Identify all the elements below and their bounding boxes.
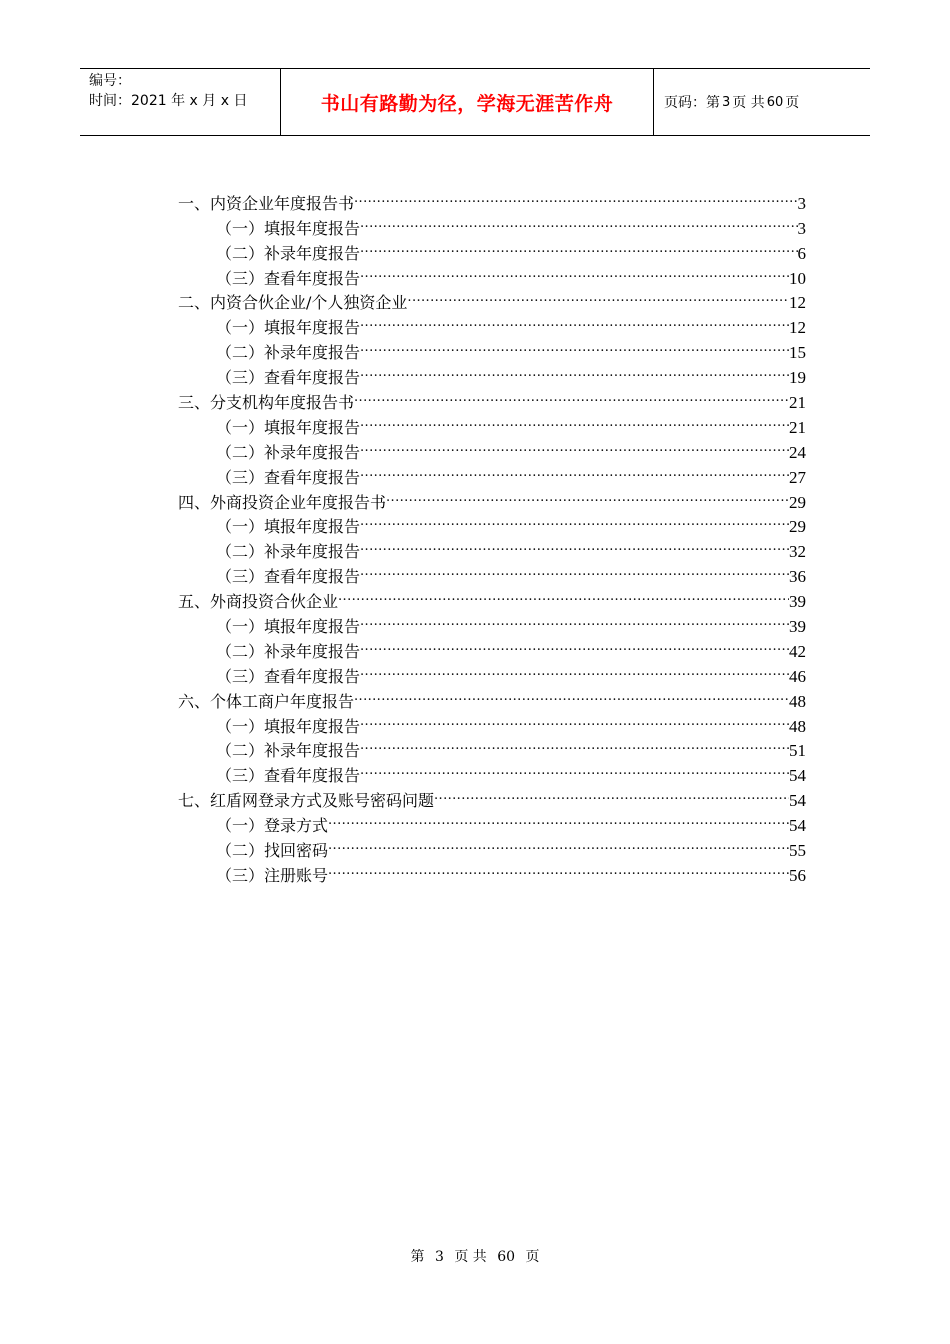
toc-dot-leader (360, 557, 789, 582)
toc-entry-page: 54 (789, 816, 806, 836)
toc-dot-leader (360, 408, 789, 433)
header-page-suffix: 页 (785, 95, 800, 111)
toc-entry-title: （二）补录年度报告 (216, 442, 361, 462)
toc-entry-page: 36 (789, 567, 806, 587)
footer-suffix: 页 (525, 1249, 540, 1265)
toc-dot-leader (407, 284, 789, 309)
toc-dot-leader (386, 483, 789, 508)
toc-entry-title: （一）填报年度报告 (216, 617, 361, 637)
toc-entry-title: （二）补录年度报告 (216, 641, 361, 661)
toc-dot-leader (338, 582, 789, 607)
toc-dot-leader (360, 657, 789, 682)
toc-entry-page: 32 (789, 542, 806, 562)
toc-dot-leader (360, 234, 797, 259)
toc-entry-page: 3 (797, 193, 806, 213)
toc-entry-title: （二）补录年度报告 (216, 542, 361, 562)
toc-entry-title: 五、外商投资合伙企业 (178, 592, 339, 612)
toc-dot-leader (360, 632, 789, 657)
toc-entry-title: （一）填报年度报告 (216, 517, 361, 537)
toc-entry-title: （一）填报年度报告 (216, 716, 361, 736)
toc-dot-leader (360, 707, 789, 732)
toc-dot-leader (328, 856, 789, 881)
toc-dot-leader (360, 607, 789, 632)
toc-entry-page: 24 (789, 442, 806, 462)
header-page-mid: 页 共 (732, 95, 765, 111)
toc-entry-title: （三）查看年度报告 (216, 567, 361, 587)
toc-dot-leader (354, 383, 789, 408)
toc-dot-leader (360, 209, 797, 234)
serial-label: 编号： (89, 73, 131, 89)
toc-dot-leader (434, 781, 789, 806)
toc-dot-leader (354, 682, 789, 707)
footer-prefix: 第 (410, 1249, 425, 1265)
toc-entry-page: 39 (789, 592, 806, 612)
footer-page-total: 60 (497, 1249, 516, 1265)
toc-entry-page: 56 (789, 865, 806, 885)
toc-entry-title: 一、内资企业年度报告书 (178, 193, 355, 213)
toc-entry-title: 二、内资合伙企业/个人独资企业 (178, 293, 408, 313)
toc-dot-leader (360, 308, 789, 333)
toc-entry-page: 15 (789, 343, 806, 363)
toc-entry-title: （二）找回密码 (216, 841, 329, 861)
toc-dot-leader (360, 732, 789, 757)
toc-entry-title: （三）查看年度报告 (216, 766, 361, 786)
footer-mid: 页 共 (454, 1249, 487, 1265)
page-footer (0, 1246, 950, 1266)
time-label: 时间：2021 年 x 月 x 日 (89, 93, 248, 109)
toc-entry-page: 51 (789, 741, 806, 761)
page-header (80, 68, 870, 136)
toc-entry-title: （三）查看年度报告 (216, 666, 361, 686)
toc-entry-title: 七、红盾网登录方式及账号密码问题 (178, 791, 435, 811)
toc-entry-page: 21 (789, 417, 806, 437)
toc-entry-page: 54 (789, 766, 806, 786)
toc-dot-leader (360, 756, 789, 781)
table-of-contents (178, 184, 806, 885)
toc-entry-title: （三）查看年度报告 (216, 368, 361, 388)
toc-entry-page: 12 (789, 293, 806, 313)
toc-entry-title: （一）填报年度报告 (216, 318, 361, 338)
toc-entry-title: （一）填报年度报告 (216, 417, 361, 437)
toc-entry-title: （二）补录年度报告 (216, 741, 361, 761)
toc-entry-page: 29 (789, 492, 806, 512)
toc-entry-page: 12 (789, 318, 806, 338)
toc-entry-page: 42 (789, 641, 806, 661)
toc-entry-title: 三、分支机构年度报告书 (178, 393, 355, 413)
toc-entry-title: （一）填报年度报告 (216, 218, 361, 238)
toc-entry-page: 46 (789, 666, 806, 686)
toc-entry-title: （三）查看年度报告 (216, 467, 361, 487)
toc-entry-title: 四、外商投资企业年度报告书 (178, 492, 387, 512)
toc-entry-page: 6 (797, 243, 806, 263)
toc-dot-leader (354, 184, 797, 209)
toc-dot-leader (360, 333, 789, 358)
footer-page-num: 3 (434, 1249, 444, 1265)
toc-entry-title: 六、个体工商户年度报告 (178, 691, 355, 711)
toc-entry-page: 54 (789, 791, 806, 811)
toc-entry-title: （一）登录方式 (216, 816, 329, 836)
toc-entry-title: （二）补录年度报告 (216, 343, 361, 363)
toc-entry-page: 21 (789, 393, 806, 413)
toc-dot-leader (328, 831, 789, 856)
toc-entry-title: （二）补录年度报告 (216, 243, 361, 263)
toc-dot-leader (328, 806, 789, 831)
toc-entry-page: 55 (789, 841, 806, 861)
toc-dot-leader (360, 532, 789, 557)
toc-dot-leader (360, 508, 789, 533)
toc-entry-page: 3 (797, 218, 806, 238)
header-page-info (654, 69, 870, 135)
toc-entry-page: 39 (789, 617, 806, 637)
toc-dot-leader (360, 458, 789, 483)
header-page-prefix: 页码：第 (664, 95, 720, 111)
toc-dot-leader (360, 433, 789, 458)
toc-entry-page: 27 (789, 467, 806, 487)
header-motto: 书山有路勤为径，学海无涯苦作舟 (281, 69, 654, 135)
toc-entry-page: 48 (789, 716, 806, 736)
toc-entry[interactable] (178, 184, 806, 213)
toc-entry-page: 19 (789, 368, 806, 388)
toc-entry-title: （三）查看年度报告 (216, 268, 361, 288)
header-meta (80, 69, 281, 135)
toc-dot-leader (360, 358, 789, 383)
header-page-num: 3 (722, 94, 731, 110)
toc-entry-page: 29 (789, 517, 806, 537)
toc-entry-page: 10 (789, 268, 806, 288)
header-page-total: 60 (766, 94, 784, 110)
toc-dot-leader (360, 259, 789, 284)
toc-entry-page: 48 (789, 691, 806, 711)
toc-entry-title: （三）注册账号 (216, 865, 329, 885)
